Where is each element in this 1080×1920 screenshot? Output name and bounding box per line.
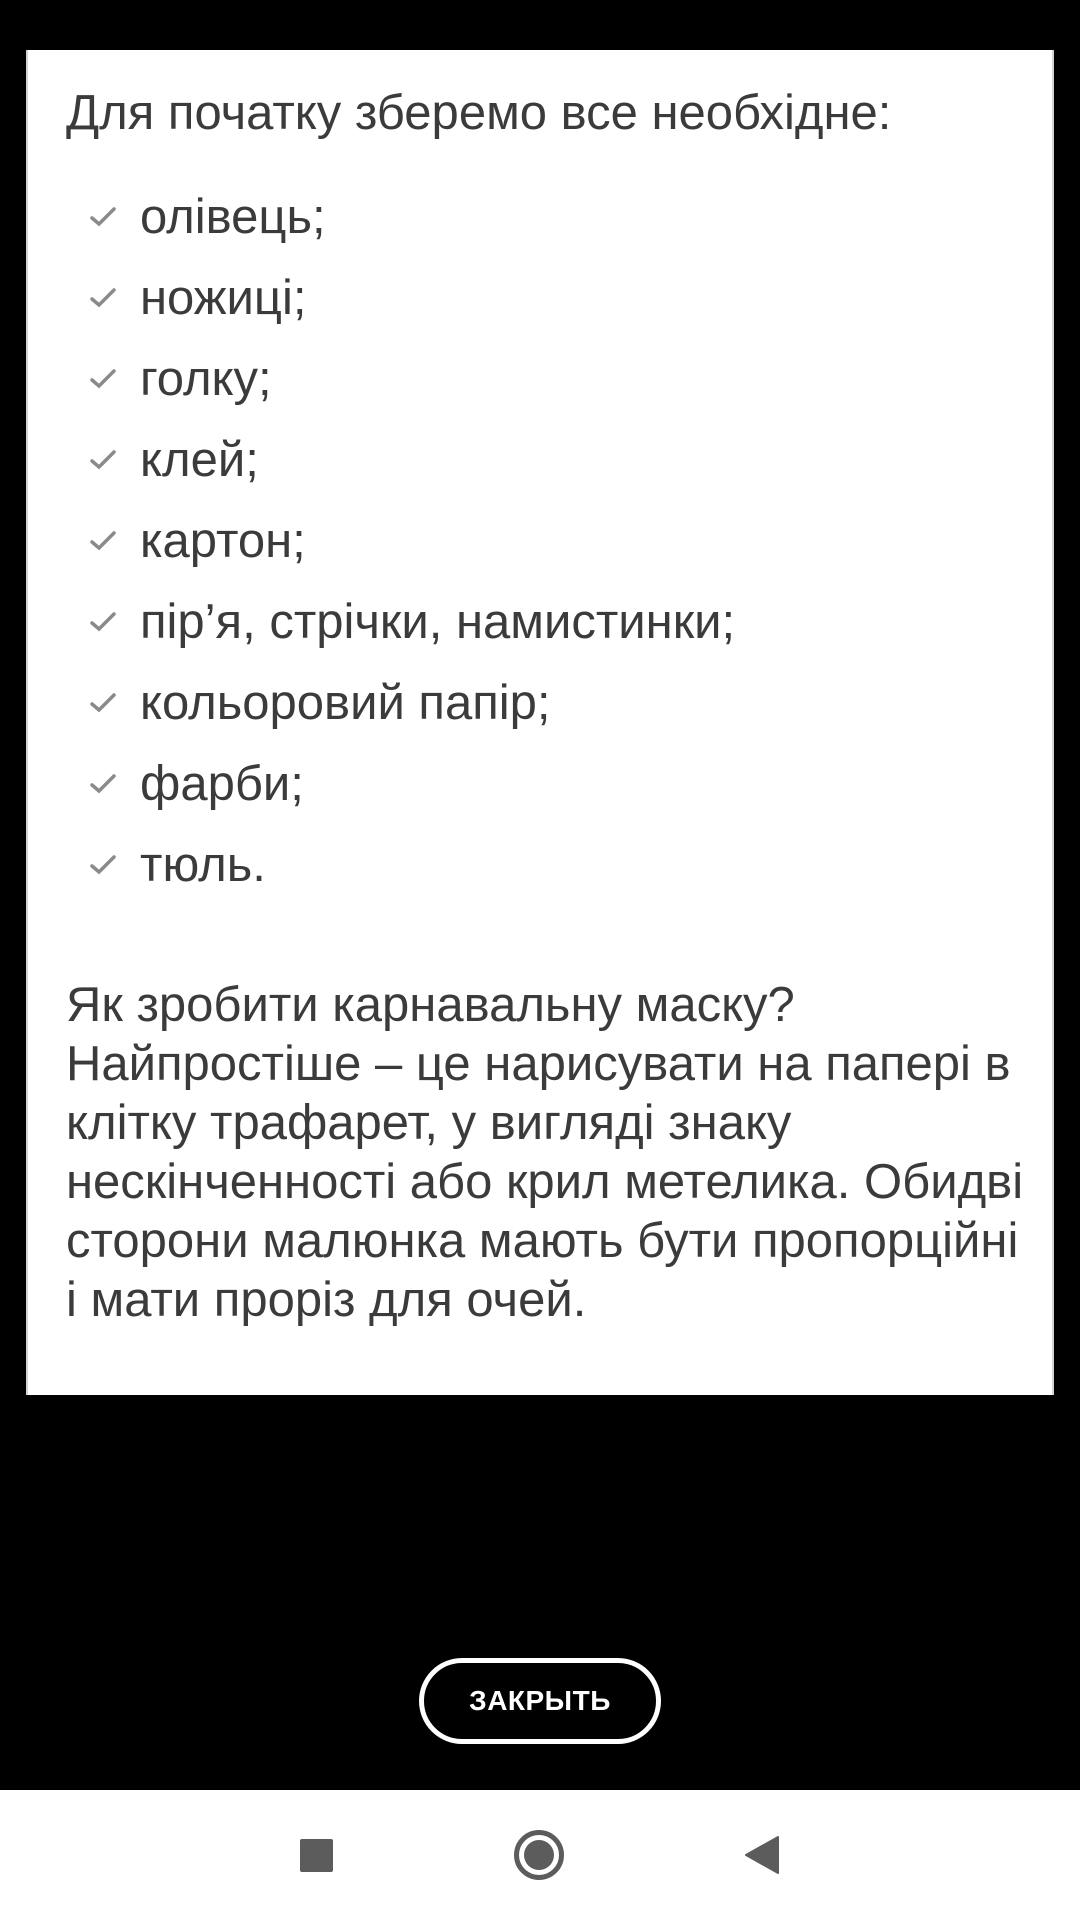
list-item-text: тюль. (140, 838, 266, 893)
list-item-text: клей; (140, 433, 259, 488)
list-item-text: картон; (140, 514, 306, 569)
home-button[interactable] (479, 1790, 599, 1920)
home-icon (514, 1830, 564, 1880)
list-item (88, 339, 1014, 420)
status-bar (0, 0, 1080, 50)
checkmark-icon (88, 364, 118, 394)
list-item-text: кольоровий папір; (140, 676, 551, 731)
list-item-text: пір’я, стрічки, намистинки; (140, 595, 736, 650)
checkmark-icon (88, 769, 118, 799)
back-button[interactable] (702, 1790, 822, 1920)
checkmark-icon (88, 688, 118, 718)
article-content (26, 50, 1054, 1395)
recent-apps-button[interactable] (256, 1790, 376, 1920)
recent-apps-icon (300, 1839, 333, 1872)
list-item (88, 420, 1014, 501)
list-item-text: ножиці; (140, 271, 307, 326)
list-item (88, 582, 1014, 663)
list-item (88, 177, 1014, 258)
checkmark-icon (88, 526, 118, 556)
list-item (88, 258, 1014, 339)
list-item (88, 501, 1014, 582)
checkmark-icon (88, 850, 118, 880)
supplies-list (88, 177, 1014, 906)
dialog-footer (0, 1395, 1080, 1790)
list-item-text: олівець; (140, 190, 326, 245)
list-item (88, 825, 1014, 906)
body-paragraph: Як зробити карнавальну маску? Найпростіше – це нарисувати на папері в клітку трафарет, у вигляді знаку нескінченності або крил метелика. Обидві сторони малюнка мають бути пропорційні і мати проріз для очей. (66, 977, 1024, 1327)
checkmark-icon (88, 607, 118, 637)
list-item (88, 663, 1014, 744)
checkmark-icon (88, 202, 118, 232)
close-button[interactable]: ЗАКРЫТЬ (419, 1658, 661, 1744)
list-item (88, 744, 1014, 825)
checkmark-icon (88, 283, 118, 313)
system-nav-bar (0, 1790, 1080, 1920)
checkmark-icon (88, 445, 118, 475)
back-icon (742, 1834, 782, 1876)
list-item-text: голку; (140, 352, 272, 407)
list-item-text: фарби; (140, 757, 304, 812)
intro-text: Для початку зберемо все необхідне: (66, 86, 892, 140)
